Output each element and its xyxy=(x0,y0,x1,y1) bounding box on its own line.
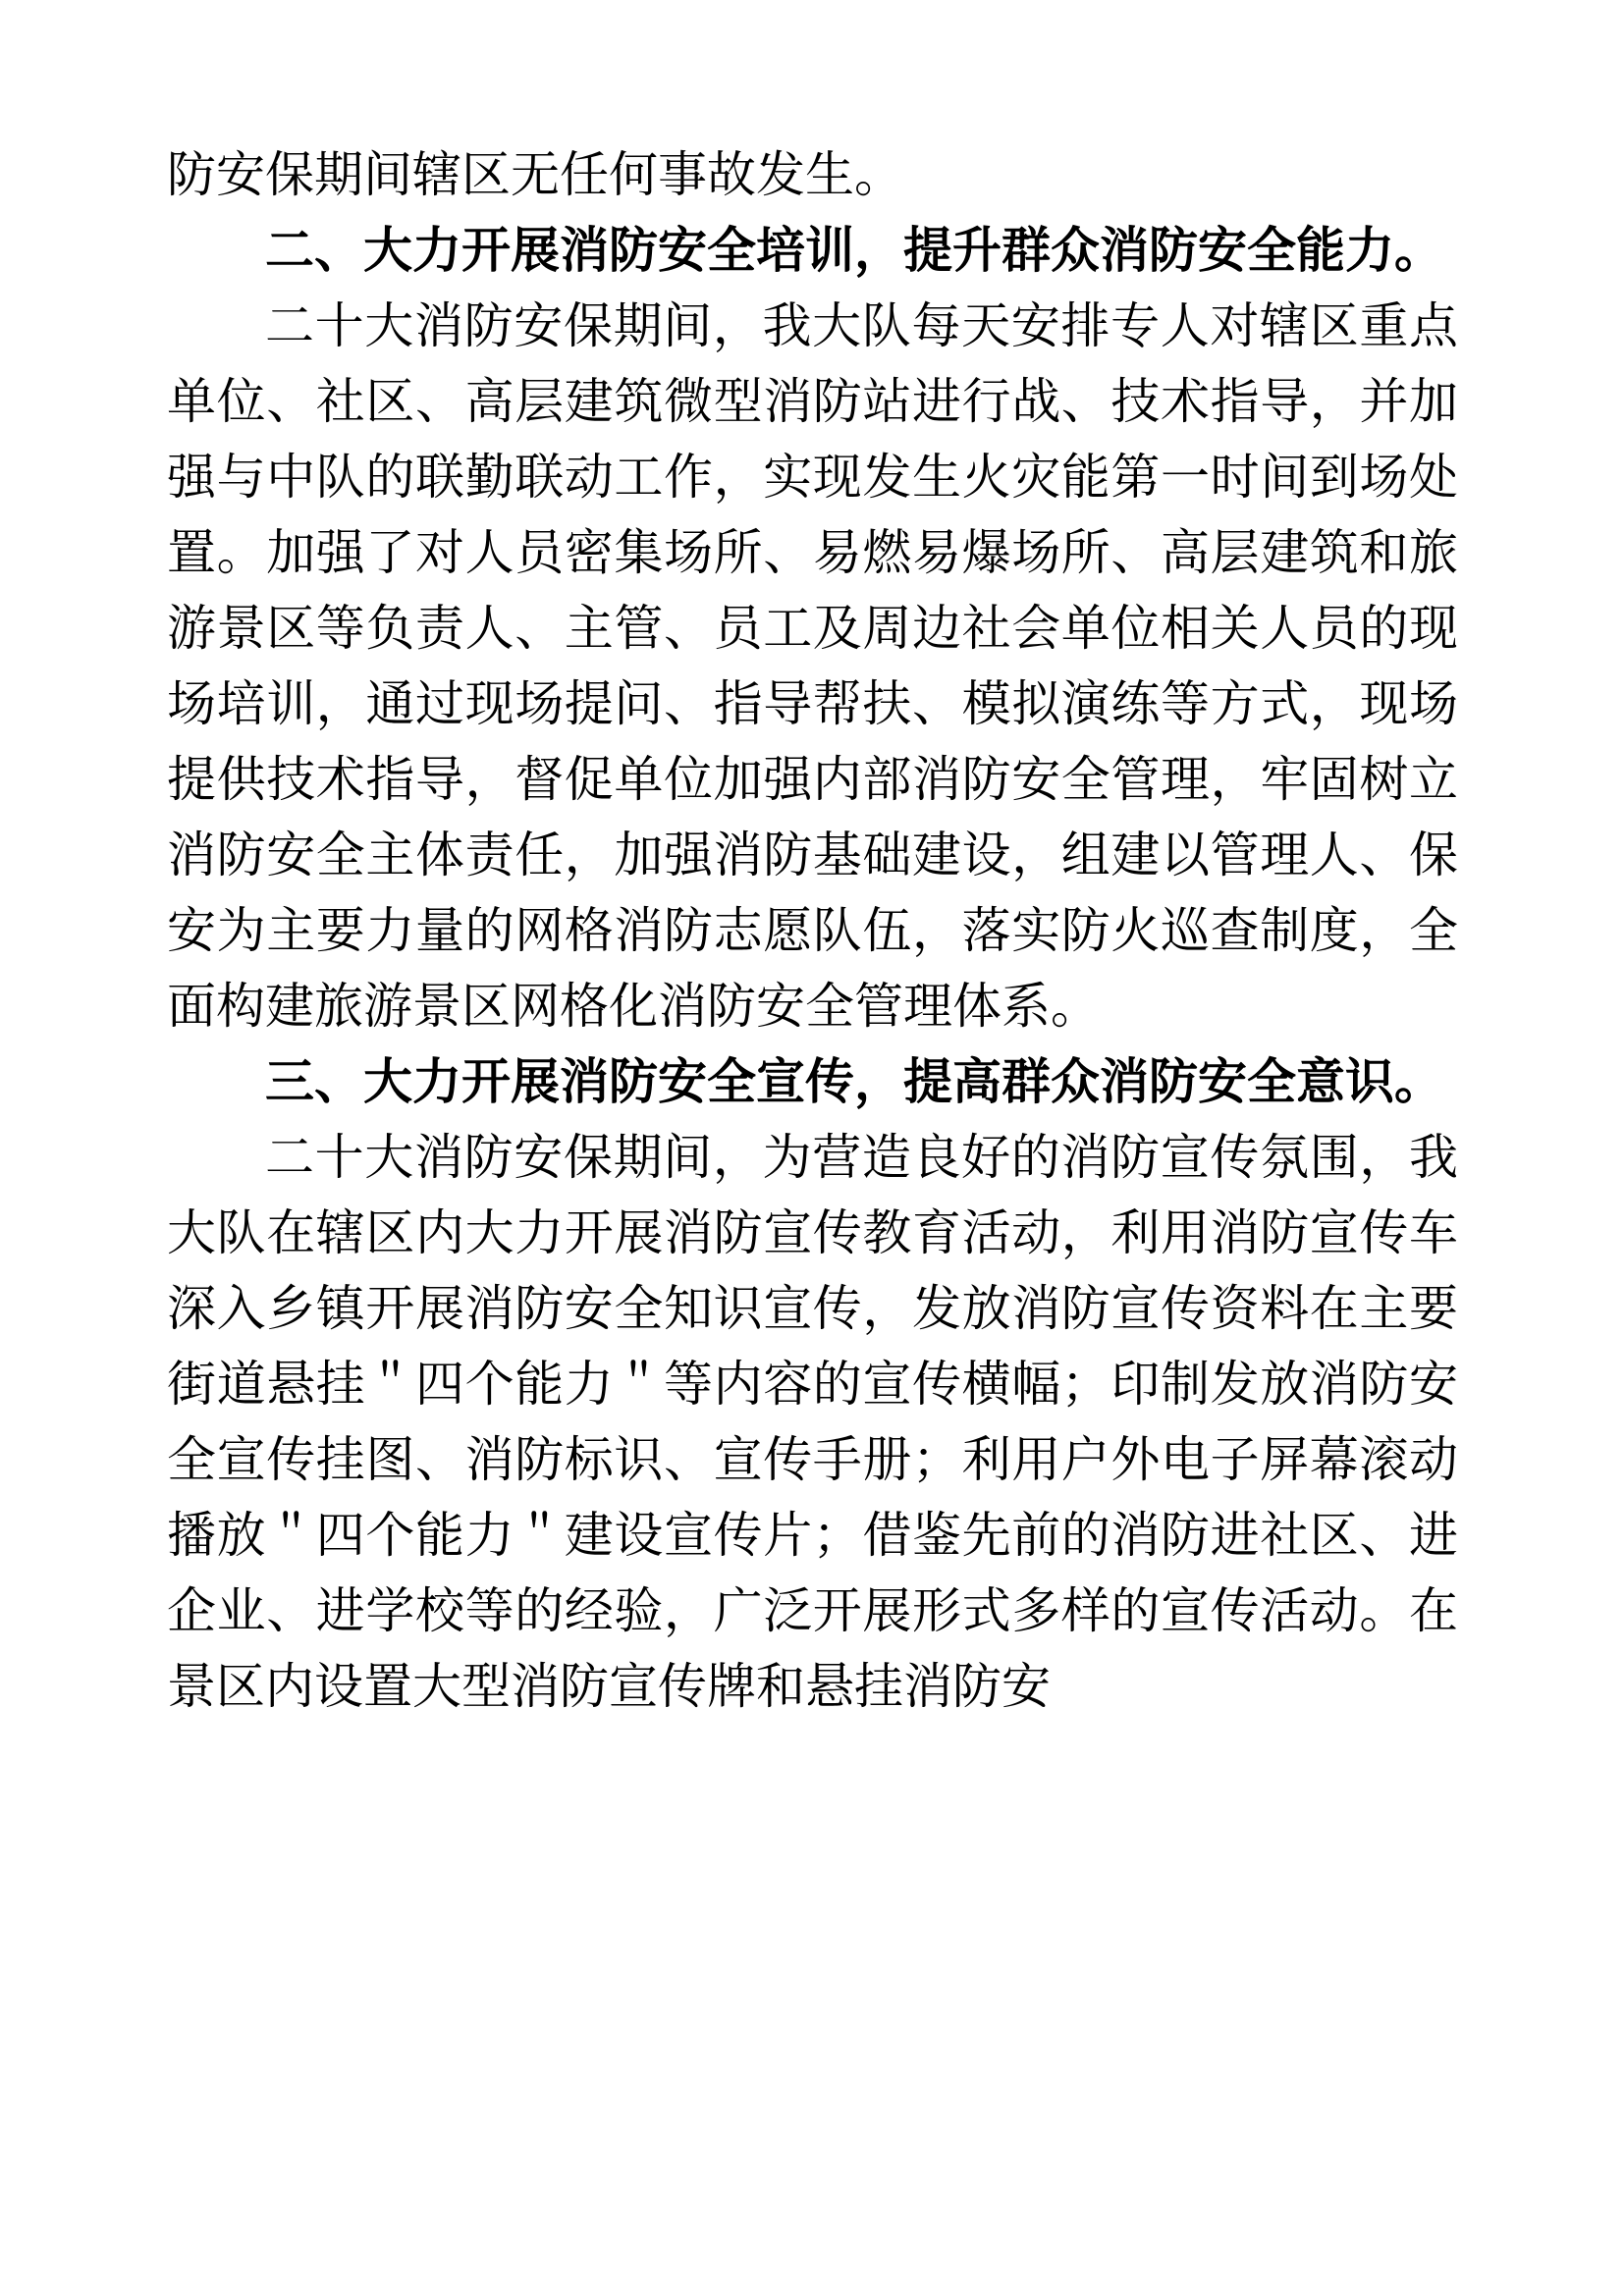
section-heading: 二、大力开展消防安全培训，提升群众消防安全能力。 xyxy=(265,223,1443,278)
body-paragraph: 二十大消防安保期间，我大队每天安排专人对辖区重点单位、社区、高层建筑微型消防站进行战、技术指导，并加强与中队的联勤联动工作，实现发生火灾能第一时间到场处置。加强了对人员密集场所、易燃易爆场所、高层建筑和旅游景区等负责人、主管、员工及周边社会单位相关人员的现场培训，通过现场提问、指导帮扶、模拟演练等方式，现场提供技术指导，督促单位加强内部消防安全管理，牢固树立消防安全主体责任，加强消防基础建设，组建以管理人、保安为主要力量的网格消防志愿队伍，落实防火巡查制度，全面构建旅游景区网格化消防安全管理体系。 xyxy=(167,298,1458,1034)
section-heading: 三、大力开展消防安全宣传，提高群众消防安全意识。 xyxy=(265,1054,1443,1109)
body-paragraph: 防安保期间辖区无任何事故发生。 xyxy=(167,147,903,202)
body-paragraph: 二十大消防安保期间，为营造良好的消防宣传氛围，我大队在辖区内大力开展消防宣传教育活动，利用消防宣传车深入乡镇开展消防安全知识宣传，发放消防宣传资料在主要街道悬挂＂四个能力＂等内容的宣传横幅；印制发放消防安全宣传挂图、消防标识、宣传手册；利用户外电子屏幕滚动播放＂四个能力＂建设宣传片；借鉴先前的消防进社区、进企业、进学校等的经验，广泛开展形式多样的宣传活动。在景区内设置大型消防宣传牌和悬挂消防安 xyxy=(167,1130,1458,1714)
document-content xyxy=(167,137,1458,1725)
